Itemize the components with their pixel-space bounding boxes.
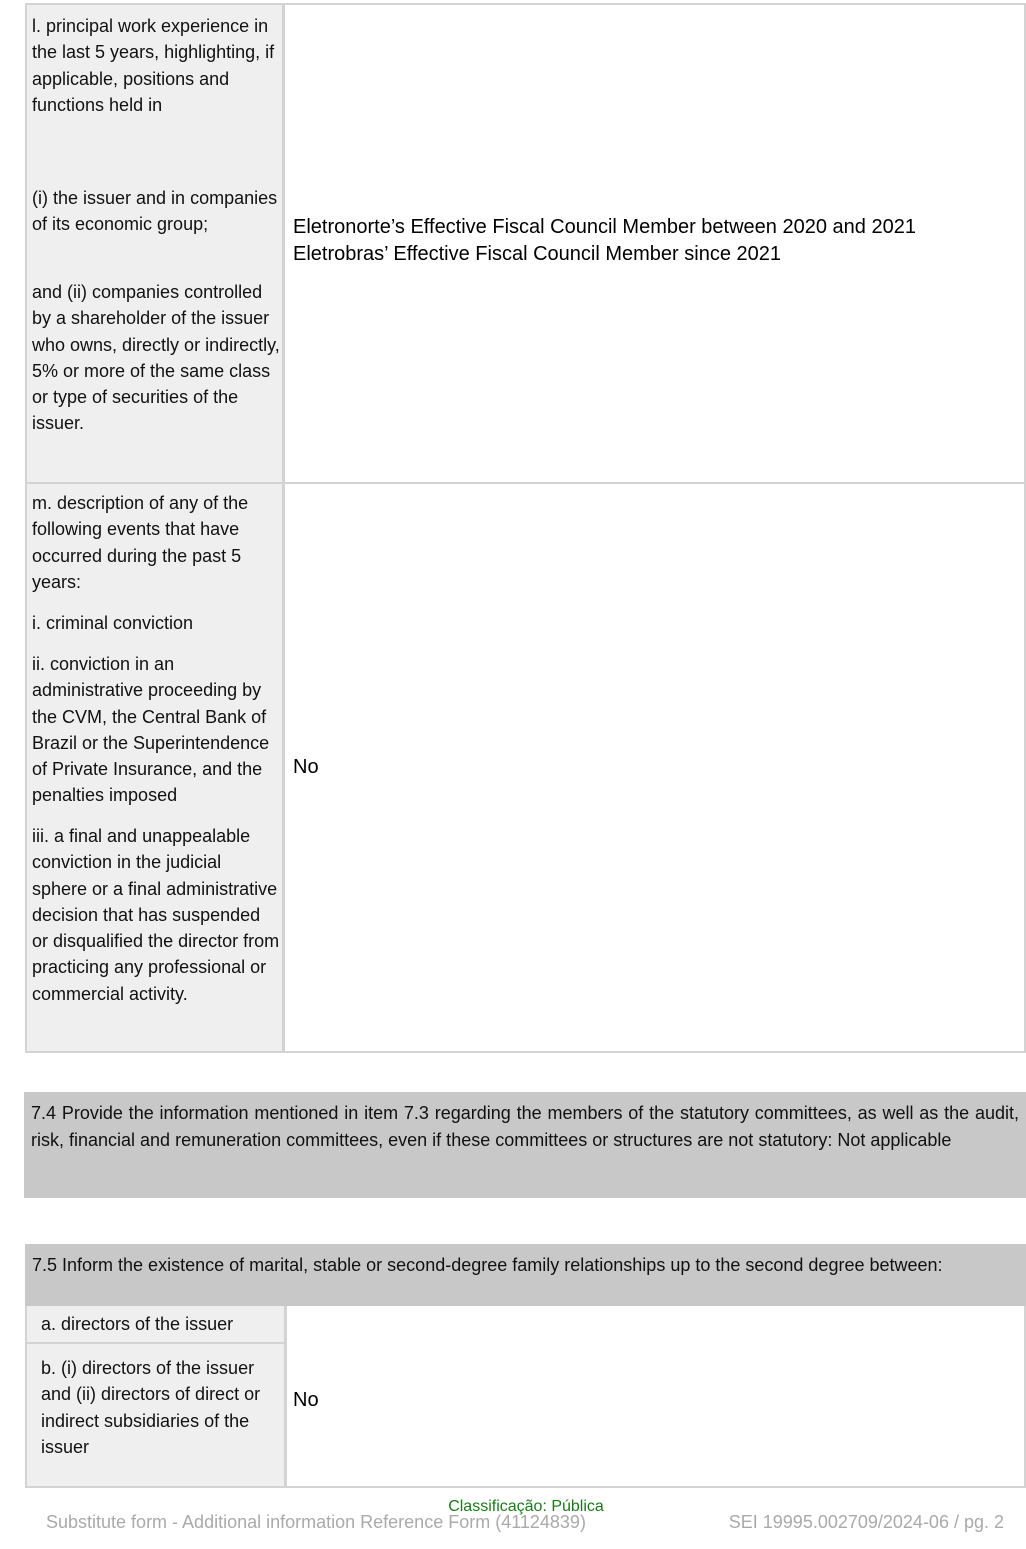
row-m-intro-text: m. description of any of the following events that have occurred during the past 5 years: xyxy=(32,493,249,592)
row-l-i-text: (i) the issuer and in companies of its economic group; xyxy=(32,188,278,235)
row-m-ii-text: ii. conviction in an administrative proceeding by the CVM, the Central Bank of Brazil or the Superintendence of Private Insurance, and the penalties imposed xyxy=(32,654,270,806)
section-7-5-heading: 7.5 Inform the existence of marital, stable or second-degree family relationships up to the second degree between: xyxy=(25,1244,1026,1306)
classification-label: Classificação: Pública xyxy=(448,1498,604,1515)
row-l-label-intro xyxy=(32,13,280,118)
row-a-label: a. directors of the issuer xyxy=(41,1314,234,1334)
row-l-ii-text: and (ii) companies controlled by a shareholder of the issuer who owns, directly or indirectly, 5% or more of the same class or type of securities of the issuer. xyxy=(32,282,280,434)
experience-table xyxy=(25,3,1026,1053)
footer-page-reference: SEI 19995.002709/2024-06 / pg. 2 xyxy=(728,1512,1004,1532)
section-7-4: 7.4 Provide the information mentioned in item 7.3 regarding the members of the statutory committees, as well as the audit, risk, financial and remuneration committees, even if these committees or structures are not statutory: Not applicable xyxy=(24,1092,1026,1198)
row-m-i-text: i. criminal conviction xyxy=(32,613,194,633)
row-m-label-intro xyxy=(32,490,280,595)
row-divider xyxy=(27,1342,285,1344)
row-m-label-ii xyxy=(32,651,280,809)
footer-form-title: Substitute form - Additional information Reference Form (41124839) xyxy=(46,1512,586,1532)
row-divider xyxy=(27,482,1024,484)
row-l-answer-line1: Eletronorte’s Effective Fiscal Council Member between 2020 and 2021 xyxy=(293,216,916,238)
row-m-answer: No xyxy=(293,756,319,778)
row-m-label-iii xyxy=(32,823,280,1007)
row-l-label-i xyxy=(32,185,280,238)
relationships-table xyxy=(25,1306,1026,1488)
row-l-intro-text: l. principal work experience in the last 5 years, highlighting, if applicable, positions and functions held in xyxy=(32,16,275,115)
relationships-answer: No xyxy=(293,1389,319,1411)
row-l-answer-line2: Eletrobras’ Effective Fiscal Council Member since 2021 xyxy=(293,243,781,265)
row-l-label-ii xyxy=(32,279,280,437)
row-b-label: b. (i) directors of the issuer and (ii) directors of direct or indirect subsidiaries of the issuer xyxy=(41,1358,261,1457)
row-l-answer xyxy=(293,214,916,268)
row-m-iii-text: iii. a final and unappealable conviction in the judicial sphere or a final administrative decision that has suspended or disqualified the director from practicing any professional or commercial activity. xyxy=(32,826,280,1004)
row-m-label-i xyxy=(32,610,280,636)
